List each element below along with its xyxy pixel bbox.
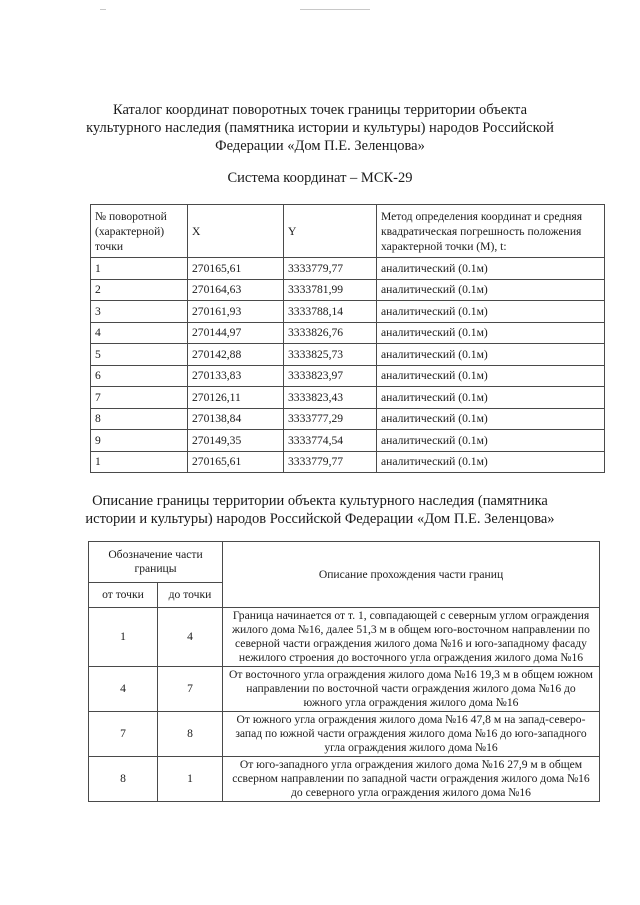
coordinates-table bbox=[90, 204, 605, 473]
point-number-cell: 7 bbox=[91, 387, 188, 409]
x-cell: 270142,88 bbox=[188, 344, 284, 366]
header-from-point: от точки bbox=[89, 583, 158, 608]
coordinate-row bbox=[91, 408, 605, 430]
header-point-number: № поворотной (характерной) точки bbox=[91, 205, 188, 258]
boundary-segment-row bbox=[89, 608, 600, 667]
x-cell: 270149,35 bbox=[188, 430, 284, 452]
method-cell: аналитический (0.1м) bbox=[377, 408, 605, 430]
y-cell: 3333826,76 bbox=[284, 322, 377, 344]
method-cell: аналитический (0.1м) bbox=[377, 301, 605, 323]
y-cell: 3333774,54 bbox=[284, 430, 377, 452]
point-number-cell: 9 bbox=[91, 430, 188, 452]
scan-top-marks bbox=[0, 6, 640, 14]
x-cell: 270161,93 bbox=[188, 301, 284, 323]
point-number-cell: 2 bbox=[91, 279, 188, 301]
from-point-cell: 1 bbox=[89, 608, 158, 667]
header-description: Описание прохождения части границ bbox=[223, 542, 600, 608]
header-part-designation: Обозначение части границы bbox=[89, 542, 223, 583]
segment-description-cell: От восточного угла ограждения жилого дома №16 19,3 м в общем южном направлении по восточной части ограждения жилого дома №16 до южного угла ограждения жилого дома №16 bbox=[223, 667, 600, 712]
catalog-title-line3: Федерации «Дом П.Е. Зеленцова» bbox=[215, 138, 425, 154]
y-cell: 3333788,14 bbox=[284, 301, 377, 323]
coordinate-row bbox=[91, 365, 605, 387]
method-cell: аналитический (0.1м) bbox=[377, 365, 605, 387]
boundary-description-body bbox=[89, 608, 600, 802]
coordinate-row bbox=[91, 451, 605, 473]
method-cell: аналитический (0.1м) bbox=[377, 322, 605, 344]
point-number-cell: 3 bbox=[91, 301, 188, 323]
point-number-cell: 5 bbox=[91, 344, 188, 366]
description-title-line1: Описание границы территории объекта культурного наследия (памятника bbox=[92, 493, 548, 509]
coordinate-row bbox=[91, 279, 605, 301]
y-cell: 3333823,97 bbox=[284, 365, 377, 387]
y-cell: 3333781,99 bbox=[284, 279, 377, 301]
method-cell: аналитический (0.1м) bbox=[377, 430, 605, 452]
coordinates-table-body bbox=[91, 258, 605, 473]
from-point-cell: 7 bbox=[89, 712, 158, 757]
point-number-cell: 6 bbox=[91, 365, 188, 387]
segment-description-cell: От южного угла ограждения жилого дома №16 47,8 м на запад-северо-запад по южной части ограждения жилого дома №16 до юго-западного угла ограждения жилого дома №16 bbox=[223, 712, 600, 757]
to-point-cell: 8 bbox=[158, 712, 223, 757]
coordinate-row bbox=[91, 322, 605, 344]
boundary-segment-row bbox=[89, 757, 600, 802]
point-number-cell: 1 bbox=[91, 258, 188, 280]
coordinate-row bbox=[91, 387, 605, 409]
boundary-segment-row bbox=[89, 712, 600, 757]
catalog-title-line1: Каталог координат поворотных точек границы территории объекта bbox=[112, 102, 527, 118]
x-cell: 270165,61 bbox=[188, 258, 284, 280]
method-cell: аналитический (0.1м) bbox=[377, 344, 605, 366]
to-point-cell: 1 bbox=[158, 757, 223, 802]
y-cell: 3333823,43 bbox=[284, 387, 377, 409]
x-cell: 270165,61 bbox=[188, 451, 284, 473]
x-cell: 270138,84 bbox=[188, 408, 284, 430]
x-cell: 270144,97 bbox=[188, 322, 284, 344]
y-cell: 3333825,73 bbox=[284, 344, 377, 366]
point-number-cell: 1 bbox=[91, 451, 188, 473]
x-cell: 270164,63 bbox=[188, 279, 284, 301]
boundary-description-table bbox=[88, 541, 600, 802]
coordinate-row bbox=[91, 301, 605, 323]
method-cell: аналитический (0.1м) bbox=[377, 451, 605, 473]
coordinate-system-label: Система координат – МСК-29 bbox=[227, 170, 413, 186]
description-title-line2: истории и культуры) народов Российской Федерации «Дом П.Е. Зеленцова» bbox=[85, 511, 555, 527]
point-number-cell: 8 bbox=[91, 408, 188, 430]
x-cell: 270126,11 bbox=[188, 387, 284, 409]
segment-description-cell: Граница начинается от т. 1, совпадающей с северным углом ограждения жилого дома №16, далее 51,3 м в общем юго-восточном направлении по северной части ограждения жилого дома №16 и юго-западному фасаду нежилого строения до восточного угла ограждения жилого дома №16 bbox=[223, 608, 600, 667]
segment-description-cell: От юго-западного угла ограждения жилого дома №16 27,9 м в общем ссверном направлении по западной части ограждения жилого дома №16 до северного угла ограждения жилого дома №16 bbox=[223, 757, 600, 802]
header-x: X bbox=[188, 205, 284, 258]
header-method: Метод определения координат и средняя квадратическая погрешность положения характерной точки (М), t: bbox=[377, 205, 605, 258]
y-cell: 3333779,77 bbox=[284, 451, 377, 473]
catalog-title bbox=[60, 101, 580, 155]
to-point-cell: 4 bbox=[158, 608, 223, 667]
header-to-point: до точки bbox=[158, 583, 223, 608]
catalog-title-line2: культурного наследия (памятника истории и культуры) народов Российской bbox=[86, 120, 554, 136]
coordinates-table-header bbox=[91, 205, 605, 258]
method-cell: аналитический (0.1м) bbox=[377, 279, 605, 301]
header-y: Y bbox=[284, 205, 377, 258]
y-cell: 3333777,29 bbox=[284, 408, 377, 430]
coordinate-row bbox=[91, 344, 605, 366]
x-cell: 270133,83 bbox=[188, 365, 284, 387]
description-title bbox=[50, 492, 590, 528]
from-point-cell: 8 bbox=[89, 757, 158, 802]
coordinate-row bbox=[91, 258, 605, 280]
desc-table-header-row1 bbox=[89, 542, 600, 583]
to-point-cell: 7 bbox=[158, 667, 223, 712]
from-point-cell: 4 bbox=[89, 667, 158, 712]
boundary-segment-row bbox=[89, 667, 600, 712]
method-cell: аналитический (0.1м) bbox=[377, 258, 605, 280]
y-cell: 3333779,77 bbox=[284, 258, 377, 280]
method-cell: аналитический (0.1м) bbox=[377, 387, 605, 409]
point-number-cell: 4 bbox=[91, 322, 188, 344]
coordinate-row bbox=[91, 430, 605, 452]
